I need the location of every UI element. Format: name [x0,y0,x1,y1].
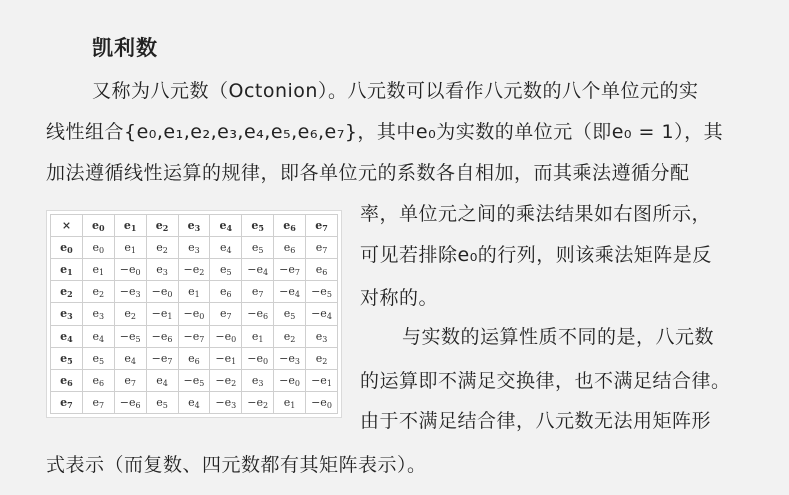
table-cell: $e_3$ [242,369,274,391]
table-row [51,281,338,303]
table-cell: $e_6$ [274,237,306,259]
table-cell: $e_7$ [306,237,338,259]
table-cell: $e_1$ [242,325,274,347]
table-row [51,237,338,259]
table-cell: $-e_2$ [178,259,210,281]
table-header-cell: $e_5$ [242,215,274,237]
table-cell: $-e_7$ [274,259,306,281]
table-cell: $e_5$ [146,391,178,413]
table-cell: $e_4$ [114,347,146,369]
table-header-row [51,215,338,237]
table-cell: $e_2$ [146,237,178,259]
table-cell: $e_7$ [210,303,242,325]
paragraph-line-1: 又称为八元数（Octonion）。八元数可以看作八元数的八个单位元的实 [92,80,699,102]
table-cell: $-e_7$ [146,347,178,369]
table-cell: $e_7$ [242,281,274,303]
table-cell: $-e_0$ [146,281,178,303]
table-row [51,325,338,347]
table-cell: $e_6$ [82,369,114,391]
table-row-header-cell: $e_4$ [51,325,83,347]
paragraph-line-10: 式表示（而复数、四元数都有其矩阵表示）。 [46,454,427,476]
table-cell: $e_3$ [146,259,178,281]
table-row-header-cell: $e_5$ [51,347,83,369]
table-cell: $e_4$ [210,237,242,259]
table-cell: $-e_4$ [274,281,306,303]
table-cell: $e_1$ [274,391,306,413]
table-cell: $-e_5$ [178,369,210,391]
paragraph-line-8: 的运算即不满足交换律，也不满足结合律。 [360,370,731,392]
table-cell: $e_2$ [114,303,146,325]
table-cell: $-e_1$ [146,303,178,325]
paragraph-line-4: 率，单位元之间的乘法结果如右图所示， [360,203,712,225]
table-row-header-cell: $e_0$ [51,237,83,259]
paragraph-line-3: 加法遵循线性运算的规律，即各单位元的系数各自相加，而其乘法遵循分配 [46,162,690,184]
table-cell: $-e_3$ [114,281,146,303]
table-cell: $-e_4$ [306,303,338,325]
table-cell: $e_5$ [242,237,274,259]
table-header-cell: $e_4$ [210,215,242,237]
table-row-header-cell: $e_1$ [51,259,83,281]
table-cell: $e_2$ [306,347,338,369]
page-title: 凯利数 [92,36,158,60]
table-header-cell: $e_3$ [178,215,210,237]
table-header-cell: $e_0$ [82,215,114,237]
octonion-multiplication-table [50,214,338,414]
table-cell: $e_2$ [82,281,114,303]
table-row [51,259,338,281]
table-cell: $e_6$ [178,347,210,369]
table-cell: $e_1$ [82,259,114,281]
table-cell: $e_3$ [178,237,210,259]
multiplication-table-figure [46,210,342,418]
table-cell: $-e_3$ [274,347,306,369]
table-cell: $-e_0$ [178,303,210,325]
table-header-cell: $e_6$ [274,215,306,237]
table-cell: $e_5$ [210,259,242,281]
table-cell: $e_3$ [82,303,114,325]
table-cell: $-e_2$ [242,391,274,413]
table-cell: $e_4$ [82,325,114,347]
table-header-cell: $e_7$ [306,215,338,237]
table-header-cell: × [51,215,83,237]
table-header-cell: $e_1$ [114,215,146,237]
table-row-header-cell: $e_6$ [51,369,83,391]
paragraph-line-2: 线性组合{e₀,e₁,e₂,e₃,e₄,e₅,e₆,e₇}，其中e₀为实数的单位元（即e₀ = 1），其 [46,121,724,143]
paragraph-line-7: 与实数的运算性质不同的是，八元数 [402,326,715,348]
table-cell: $-e_0$ [242,347,274,369]
table-cell: $-e_3$ [210,391,242,413]
table-cell: $-e_7$ [178,325,210,347]
table-cell: $e_4$ [146,369,178,391]
table-cell: $-e_0$ [274,369,306,391]
paragraph-line-6: 对称的。 [360,287,439,309]
table-cell: $-e_1$ [210,347,242,369]
table-cell: $e_5$ [82,347,114,369]
paragraph-line-5: 可见若排除e₀的行列，则该乘法矩阵是反 [360,244,712,266]
paragraph-line-9: 由于不满足结合律，八元数无法用矩阵形 [360,410,712,432]
table-header-cell: $e_2$ [146,215,178,237]
table-cell: $e_6$ [306,259,338,281]
table-cell: $-e_0$ [114,259,146,281]
table-row-header-cell: $e_3$ [51,303,83,325]
table-cell: $-e_4$ [242,259,274,281]
table-cell: $-e_0$ [210,325,242,347]
table-cell: $e_7$ [114,369,146,391]
table-row-header-cell: $e_2$ [51,281,83,303]
table-cell: $e_1$ [178,281,210,303]
table-cell: $-e_5$ [306,281,338,303]
table-cell: $e_3$ [306,325,338,347]
table-cell: $e_6$ [210,281,242,303]
table-cell: $-e_5$ [114,325,146,347]
table-cell: $-e_0$ [306,391,338,413]
table-row-header-cell: $e_7$ [51,391,83,413]
table-cell: $-e_6$ [114,391,146,413]
table-row [51,369,338,391]
table-row [51,303,338,325]
table-cell: $e_0$ [82,237,114,259]
table-cell: $e_7$ [82,391,114,413]
table-cell: $-e_2$ [210,369,242,391]
table-row [51,391,338,413]
table-row [51,347,338,369]
table-cell: $e_1$ [114,237,146,259]
table-cell: $-e_1$ [306,369,338,391]
table-cell: $e_2$ [274,325,306,347]
table-cell: $-e_6$ [146,325,178,347]
table-cell: $e_5$ [274,303,306,325]
table-cell: $e_4$ [178,391,210,413]
table-cell: $-e_6$ [242,303,274,325]
